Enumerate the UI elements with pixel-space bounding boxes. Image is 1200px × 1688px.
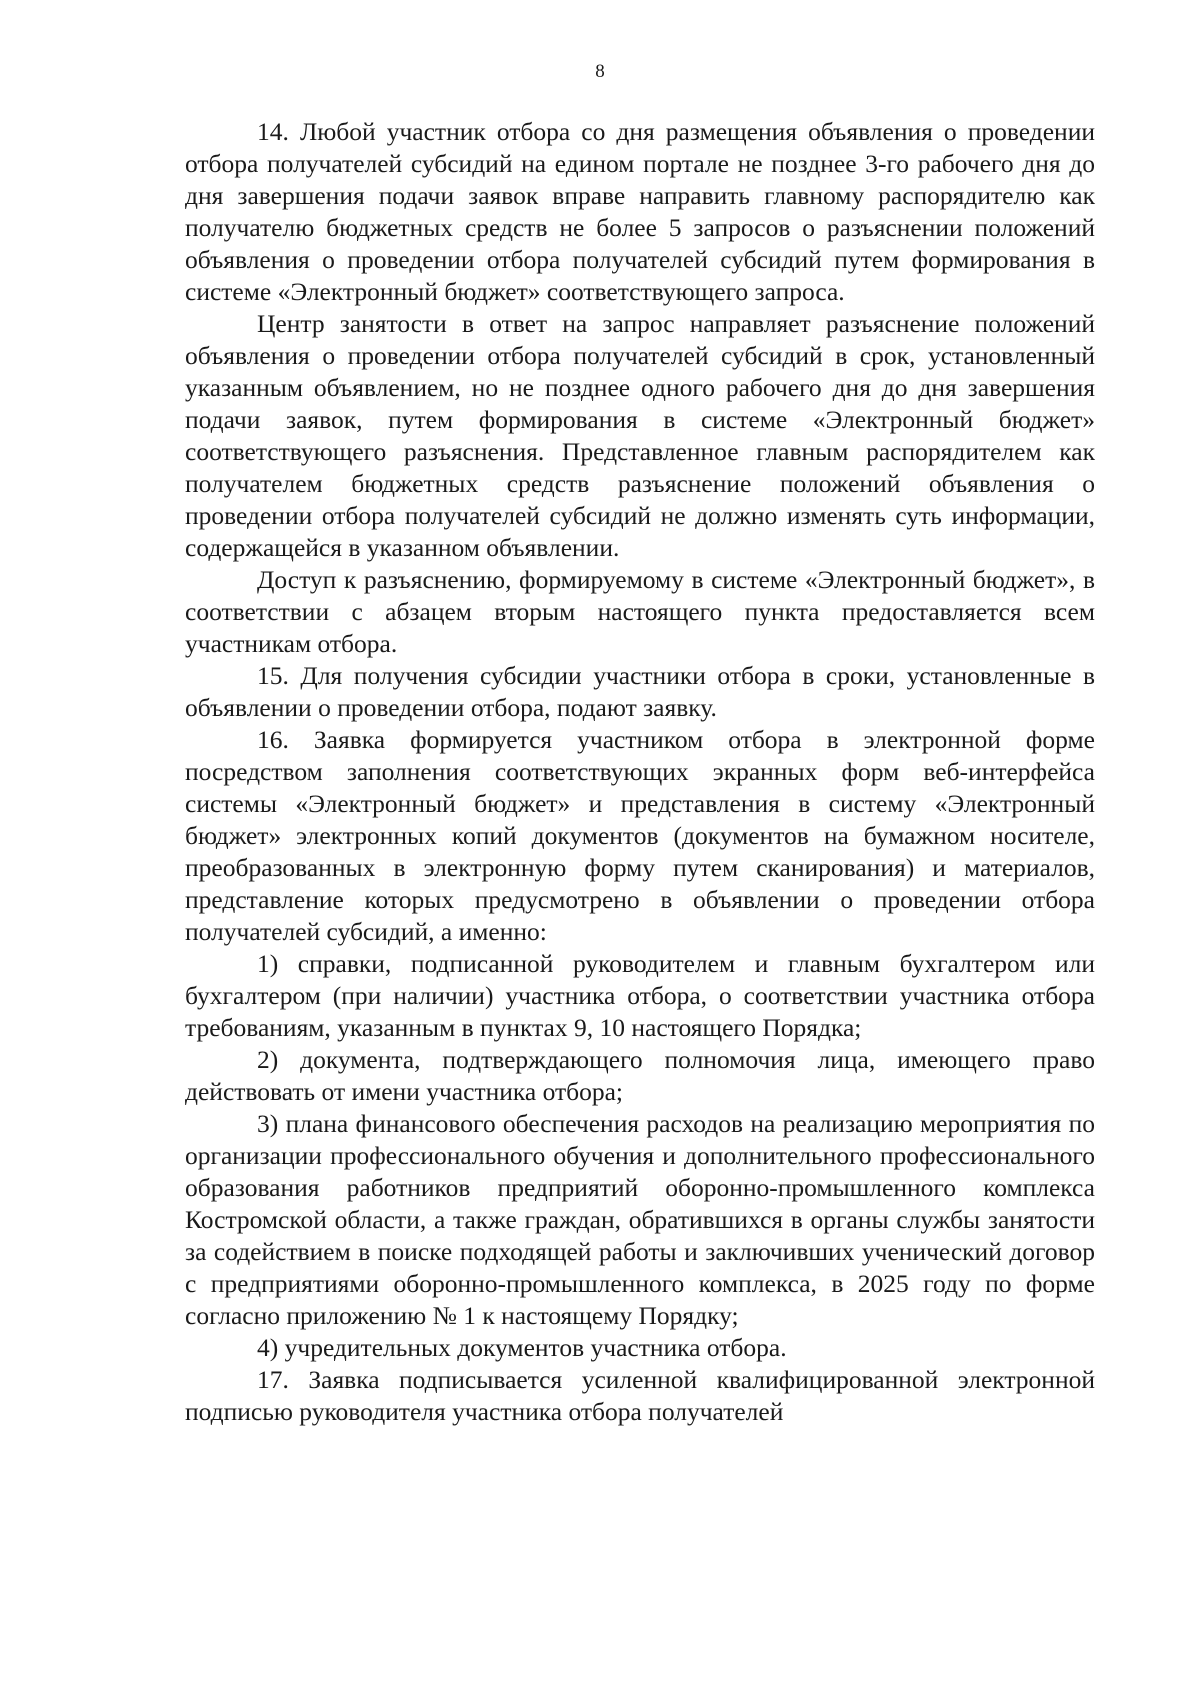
paragraph-16: 16. Заявка формируется участником отбора в электронной форме посредством заполнения соответствующих экранных форм веб-интерфейса системы «Электронный бюджет» и представления в систему «Электронный бюджет» электронных копий документов (документов на бумажном носителе, преобразованных в электронную форму путем сканирования) и материалов, представление которых предусмотрено в объявлении о проведении отбора получателей субсидий, а именно:: [185, 725, 1095, 946]
page-number: 8: [595, 61, 605, 82]
list-item-4: 4) учредительных документов участника отбора.: [257, 1333, 787, 1362]
list-item-2: 2) документа, подтверждающего полномочия лица, имеющего право действовать от имени участника отбора;: [185, 1045, 1095, 1106]
paragraph-17: 17. Заявка подписывается усиленной квалифицированной электронной подписью руководителя участника отбора получателей: [185, 1365, 1095, 1426]
list-item-1: 1) справки, подписанной руководителем и главным бухгалтером или бухгалтером (при наличии) участника отбора, о соответствии участника отбора требованиям, указанным в пунктах 9, 10 настоящего Порядка;: [185, 949, 1095, 1042]
paragraph-15: 15. Для получения субсидии участники отбора в сроки, установленные в объявлении о проведении отбора, подают заявку.: [185, 661, 1095, 722]
document-body: [185, 116, 1095, 1428]
paragraph-14: 14. Любой участник отбора со дня размещения объявления о проведении отбора получателей субсидий на едином портале не позднее 3-го рабочего дня до дня завершения подачи заявок вправе направить главному распорядителю как получателю бюджетных средств не более 5 запросов о разъяснении положений объявления о проведении отбора получателей субсидий путем формирования в системе «Электронный бюджет» соответствующего запроса.: [185, 117, 1095, 306]
list-item-3: 3) плана финансового обеспечения расходов на реализацию мероприятия по организации профессионального обучения и дополнительного профессионального образования работников предприятий оборонно-промышленного комплекса Костромской области, а также граждан, обратившихся в органы службы занятости за содействием в поиске подходящей работы и заключивших ученический договор с предприятиями оборонно-промышленного комплекса, в 2025 году по форме согласно приложению № 1 к настоящему Порядку;: [185, 1109, 1095, 1330]
paragraph-employment-center-response: Центр занятости в ответ на запрос направляет разъяснение положений объявления о проведении отбора получателей субсидий в срок, установленный указанным объявлением, но не позднее одного рабочего дня до дня завершения подачи заявок, путем формирования в системе «Электронный бюджет» соответствующего разъяснения. Представленное главным распорядителем как получателем бюджетных средств разъяснение положений объявления о проведении отбора получателей субсидий не должно изменять суть информации, содержащейся в указанном объявлении.: [185, 309, 1095, 562]
paragraph-access-to-clarification: Доступ к разъяснению, формируемому в системе «Электронный бюджет», в соответствии с абзацем вторым настоящего пункта предоставляется всем участникам отбора.: [185, 565, 1095, 658]
